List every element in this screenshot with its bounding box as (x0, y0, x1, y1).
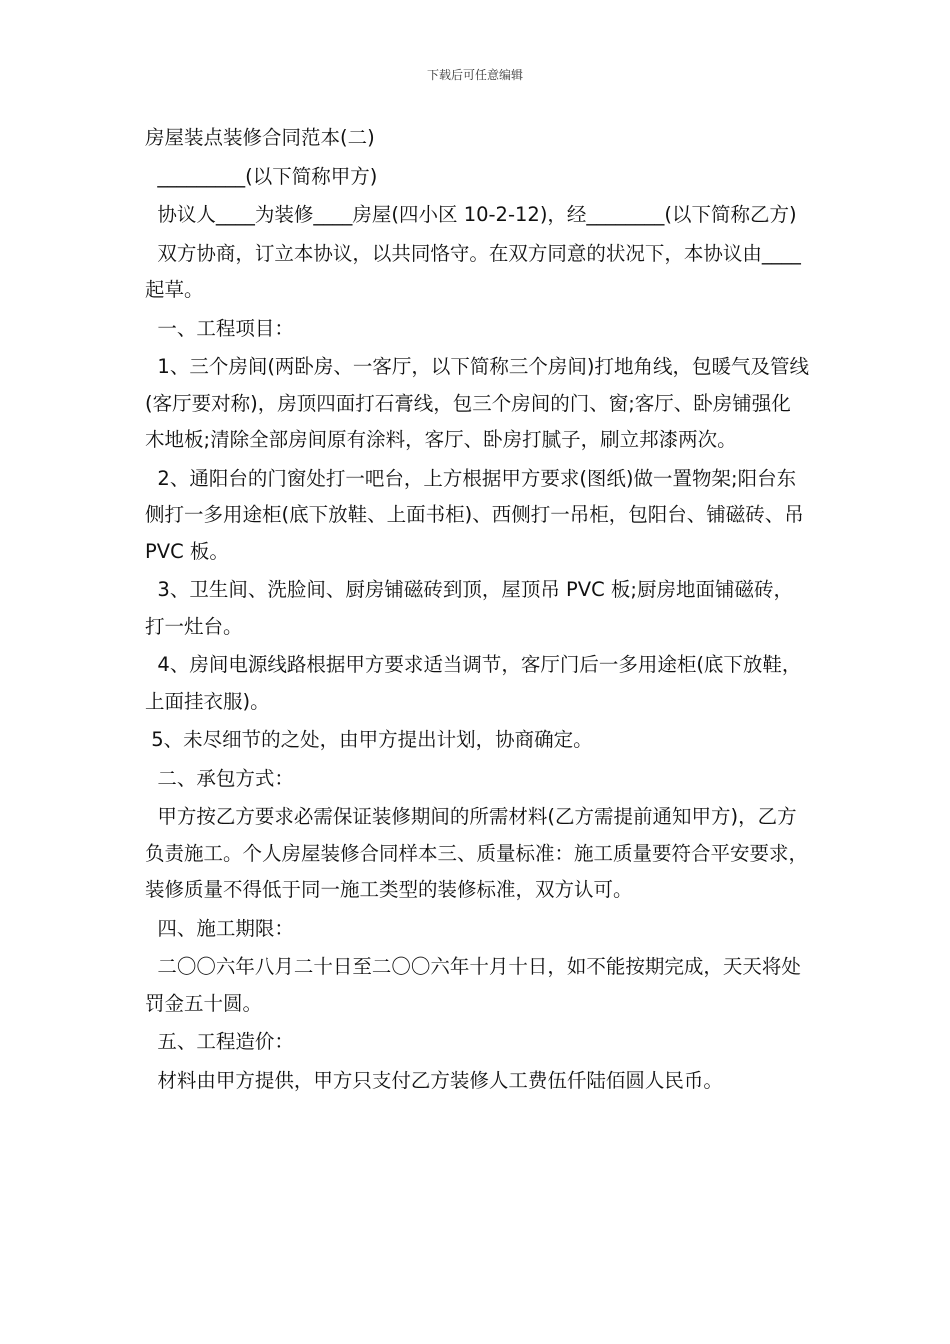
section-heading-cost: 五、工程造价： (145, 1030, 294, 1053)
period-text: 二〇〇六年八月二十日至二〇〇六年十月十日，如不能按期完成，天天将处罚金五十圆。 (145, 955, 801, 1015)
agreement-intro: 协议人____为装修____房屋(四小区 10-2-12)，经________(以下简称乙方) (145, 203, 797, 226)
project-item-3: 3、卫生间、洗脸间、厨房铺磁砖到顶，屋顶吊 PVC 板;厨房地面铺磁砖，打一灶台。 (145, 578, 793, 638)
party-a-line: _________(以下简称甲方) (145, 164, 378, 188)
document-title: 房屋装点装修合同范本(二) (145, 126, 375, 149)
document-body (145, 120, 810, 1101)
header-note: 下载后可任意编辑 (426, 68, 523, 82)
section-heading-contract-method: 二、承包方式： (145, 766, 294, 790)
project-item-1: 1、三个房间(两卧房、一客厅，以下简称三个房间)打地角线，包暖气及管线(客厅要对称)，房顶四面打石膏线，包三个房间的门、窗;客厅、卧房铺强化木地板;清除全部房间原有涂料，客厅、卧房打腻子，刷立邦漆两次。 (145, 355, 810, 451)
cost-text: 材料由甲方提供，甲方只支付乙方装修人工费伍仟陆佰圆人民币。 (145, 1068, 723, 1092)
contract-method-text: 甲方按乙方要求必需保证装修期间的所需材料(乙方需提前通知甲方)，乙方负责施工。个人房屋装修合同样本三、质量标准：施工质量要符合平安要求，装修质量不得低于同一施工类型的装修标准，双方认可。 (145, 805, 809, 901)
section-heading-project: 一、工程项目： (145, 316, 294, 340)
agreement-consent: 双方协商，订立本协议，以共同恪守。在双方同意的状况下，本协议由____起草。 (145, 241, 801, 301)
section-heading-period: 四、施工期限： (145, 916, 294, 940)
project-item-2: 2、通阳台的门窗处打一吧台，上方根据甲方要求(图纸)做一置物架;阳台东侧打一多用途柜(底下放鞋、上面书柜)、西侧打一吊柜，包阳台、铺磁砖、吊 PVC 板。 (145, 466, 810, 563)
project-item-5: 5、未尽细节的之处，由甲方提出计划，协商确定。 (145, 728, 593, 751)
project-item-4: 4、房间电源线路根据甲方要求适当调节，客厅门后一多用途柜(底下放鞋，上面挂衣服)。 (145, 653, 802, 713)
